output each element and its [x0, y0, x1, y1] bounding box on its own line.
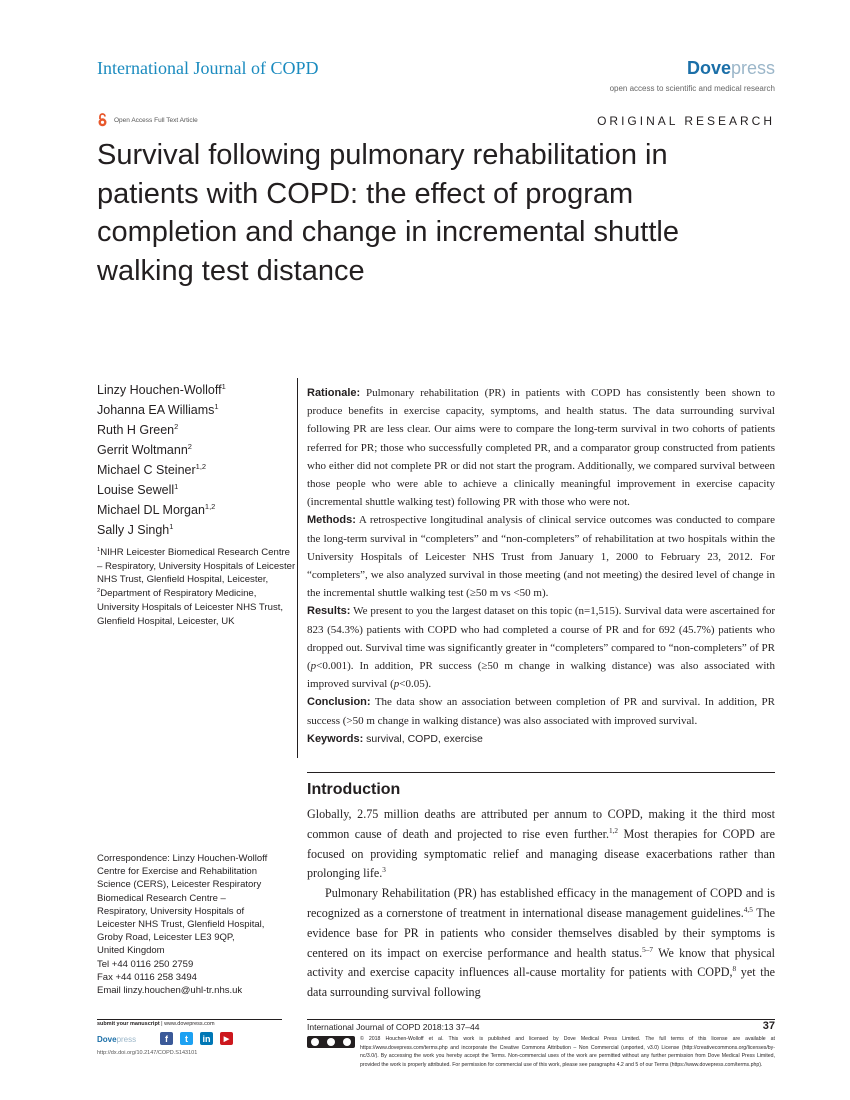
introduction-paragraph	[307, 805, 775, 884]
open-access-icon	[97, 113, 108, 127]
author-name: Michael DL Morgan	[97, 503, 205, 517]
author-list	[97, 380, 297, 540]
linkedin-icon[interactable]: in	[200, 1032, 213, 1045]
abstract-results	[307, 602, 775, 693]
author-name: Ruth H Green	[97, 423, 175, 437]
author[interactable]	[97, 400, 297, 420]
rationale-text: Pulmonary rehabilitation (PR) in patients with COPD has consistently been shown to produce benefits in exercise capacity, symptoms, and health status. The data surrounding survival following PR are less clear. Our aims were to compare the long-term survival in two cohorts of patients referred for PR; those who successfully completed PR, and a comparator group constructed from patients who either did not complete PR or did not start the program. Additionally, we compared survival between those people who were able to achieve a clinically meaningful improvement in exercise capacity (incremental shuttle walking test) following PR with those who were not.	[307, 387, 775, 509]
paragraph-text: yet the data surrounding survival following	[307, 965, 775, 1000]
correspondence-line: Groby Road, Leicester LE3 9QP,	[97, 932, 235, 944]
author-name: Michael C Steiner	[97, 463, 196, 477]
social-links	[160, 1032, 233, 1045]
author-affiliation-sup: 2	[187, 441, 192, 451]
footer-publisher-logo[interactable]	[97, 1035, 136, 1044]
citation-ref[interactable]: 3	[382, 866, 386, 875]
correspondence-line: Leicester NHS Trust, Glenfield Hospital,	[97, 919, 265, 931]
author-affiliation-sup: 1	[221, 381, 226, 391]
publisher-logo-press: press	[730, 58, 775, 78]
affiliations	[97, 546, 297, 628]
paragraph-text: Pulmonary Rehabilitation (PR) has established efficacy in the management of COPD and is recognized as a cornerstone of treatment in international disease management guidelines.	[307, 886, 775, 920]
rationale-label: Rationale:	[307, 387, 361, 399]
author[interactable]	[97, 460, 297, 480]
paragraph-text: The evidence base for PR in patients who consider themselves disabled by their symptoms is centered on its impact on exercise performance and health status.	[307, 905, 776, 960]
correspondence-line: United Kingdom	[97, 945, 165, 957]
correspondence-line: Respiratory, University Hospitals of	[97, 905, 245, 917]
by-icon	[327, 1038, 335, 1046]
introduction-heading: Introduction	[307, 781, 401, 798]
author[interactable]	[97, 420, 297, 440]
section-divider	[307, 772, 775, 773]
facebook-icon[interactable]: f	[160, 1032, 173, 1045]
twitter-icon[interactable]: t	[180, 1032, 193, 1045]
journal-citation: International Journal of COPD 2018:13 37–44	[307, 1022, 480, 1032]
author-affiliation-sup: 1	[214, 401, 219, 411]
cc-icon	[311, 1038, 319, 1046]
author[interactable]	[97, 440, 297, 460]
open-access-row	[97, 113, 198, 127]
author[interactable]	[97, 520, 297, 540]
correspondence-block	[97, 852, 292, 997]
license-text: © 2018 Houchen-Wolloff et al. This work is published and licensed by Dove Medical Press Limited. The full terms of this license are available at https://www.dovepress.com/terms.php and incorporate the Creative Commons Attribution – Non Commercial (unported, v3.0) License (http://creativecommons.org/licenses/by-nc/3.0/). By accessing the work you hereby accept the Terms. Non-commercial uses of the work are permitted without any further permission from Dove Medical Press Limited, provided the work is properly attributed. For permission for commercial use of this work, please see paragraphs 4.2 and 5 of our Terms (https://www.dovepress.com/terms.php).	[360, 1036, 775, 1068]
conclusion-label: Conclusion:	[307, 696, 371, 709]
abstract-divider	[297, 378, 298, 758]
introduction-paragraph	[307, 884, 775, 1003]
introduction-body	[307, 805, 775, 1003]
publisher-logo-dove: Dove	[686, 58, 731, 78]
author-affiliation-sup: 1	[169, 521, 174, 531]
keywords-label: Keywords:	[307, 732, 364, 745]
paragraph-text: Globally, 2.75 million deaths are attributed per annum to COPD, making it the third most common cause of death and projected to rise even further.	[307, 807, 775, 841]
citation-ref[interactable]: 8	[732, 965, 737, 974]
footer-logo-dove: Dove	[97, 1035, 117, 1044]
correspondence-line: Biomedical Research Centre –	[97, 892, 226, 904]
creative-commons-icon[interactable]	[307, 1036, 355, 1048]
publisher-tagline: open access to scientific and medical research	[609, 84, 775, 93]
keywords-text: survival, COPD, exercise	[363, 732, 483, 745]
paragraph-text: We know that physical activity and exercise capacity influences all-cause mortality for patients with COPD,	[307, 945, 775, 980]
doi-link[interactable]: http://dx.doi.org/10.2147/COPD.S143101	[97, 1050, 198, 1056]
footer-logo-press: press	[116, 1035, 137, 1044]
methods-label: Methods:	[307, 514, 356, 527]
youtube-icon[interactable]: ▶	[220, 1032, 233, 1045]
abstract-conclusion	[307, 693, 775, 729]
article-title: Survival following pulmonary rehabilitation in patients with COPD: the effect of program completion and change in incremental shuttle walking test distance	[97, 139, 679, 287]
author-name: Johanna EA Williams	[97, 403, 215, 417]
conclusion-text: The data show an association between completion of PR and survival. In addition, PR success (>50 m change in walking distance) was also associated with improved survival.	[307, 696, 775, 727]
paragraph-text: Most therapies for COPD are focused on providing symptomatic relief and managing disease exacerbations rather than prolonging life.	[307, 826, 775, 881]
abstract-keywords	[307, 730, 775, 748]
author[interactable]	[97, 500, 297, 520]
correspondence-line: Science (CERS), Leicester Respiratory	[97, 879, 262, 891]
citation-ref[interactable]: 1,2	[608, 826, 619, 835]
citation-ref[interactable]: 5–7	[642, 945, 654, 954]
abstract	[307, 384, 775, 748]
author-affiliation-sup: 1,2	[195, 461, 207, 471]
correspondence-line: Correspondence: Linzy Houchen-Wolloff	[97, 853, 268, 864]
affiliation-text: NIHR Leicester Biomedical Research Centre – Respiratory, University Hospitals of Leicester NHS Trust, Glenfield Hospital, Leicester,	[97, 547, 296, 586]
author-affiliation-sup: 1,2	[204, 501, 216, 511]
nc-icon	[343, 1038, 351, 1046]
footer-divider-left	[97, 1019, 282, 1020]
results-text: We present to you the largest dataset on this topic (n=1,515). Survival data were ascertained for 823 (54.3%) patients with COPD who had completed a course of PR and for 692 (45.7%) patients who dropped out. Survival time was significantly greater in “completers” compared to “non-completers” of PR (	[307, 605, 775, 673]
submit-url: | www.dovepress.com	[159, 1021, 215, 1027]
author-name: Louise Sewell	[97, 483, 175, 497]
affiliation	[97, 546, 297, 587]
article-type: ORIGINAL RESEARCH	[597, 114, 775, 128]
publisher-logo[interactable]	[687, 58, 775, 79]
author-name: Linzy Houchen-Wolloff	[97, 383, 222, 397]
affiliation-sup: 2	[97, 587, 101, 594]
citation-ref[interactable]: 4,5	[743, 905, 753, 914]
abstract-methods	[307, 511, 775, 602]
correspondence-phone: Tel +44 0116 250 2759	[97, 958, 194, 970]
results-text: <0.05).	[399, 678, 432, 691]
journal-title[interactable]: International Journal of COPD	[97, 58, 319, 78]
p-value-symbol: p	[393, 678, 400, 691]
abstract-rationale	[307, 384, 775, 511]
methods-text: A retrospective longitudinal analysis of clinical service outcomes was conducted to compare the long-term survival in “completers” and “non-completers” of rehabilitation at two hospitals within the University Hospitals of Leicester NHS Trust from January 1, 2000 to February 23, 2012. For “completers”, we also analyzed survival in those meeting (and not meeting) the desired level of change in the incremental shuttle walking test (≥50 m vs <50 m).	[307, 514, 775, 600]
author-name: Sally J Singh	[97, 523, 170, 537]
affiliation-text: Department of Respiratory Medicine, University Hospitals of Leicester NHS Trust, Glenfield Hospital, Leicester, UK	[97, 588, 284, 627]
author[interactable]	[97, 380, 297, 400]
author-affiliation-sup: 1	[174, 481, 179, 491]
affiliation-sup: 1	[97, 546, 101, 553]
author-affiliation-sup: 2	[174, 421, 179, 431]
footer-divider-right	[307, 1019, 775, 1020]
correspondence-line: Centre for Exercise and Rehabilitation	[97, 866, 258, 878]
submit-label: submit your manuscript	[97, 1021, 160, 1027]
correspondence-email[interactable]: Email linzy.houchen@uhl-tr.nhs.uk	[97, 985, 243, 997]
results-text: <0.001). In addition, PR success (≥50 m change in walking distance) was also associated with improved survival (	[307, 660, 775, 691]
page-number: 37	[762, 1020, 775, 1032]
author-name: Gerrit Woltmann	[97, 443, 188, 457]
p-value-symbol: p	[310, 660, 317, 673]
correspondence-fax: Fax +44 0116 258 3494	[97, 971, 197, 983]
open-access-label: Open Access Full Text Article	[114, 116, 198, 124]
author[interactable]	[97, 480, 297, 500]
results-label: Results:	[307, 605, 351, 618]
affiliation	[97, 587, 297, 628]
submit-manuscript-link[interactable]	[97, 1021, 215, 1027]
